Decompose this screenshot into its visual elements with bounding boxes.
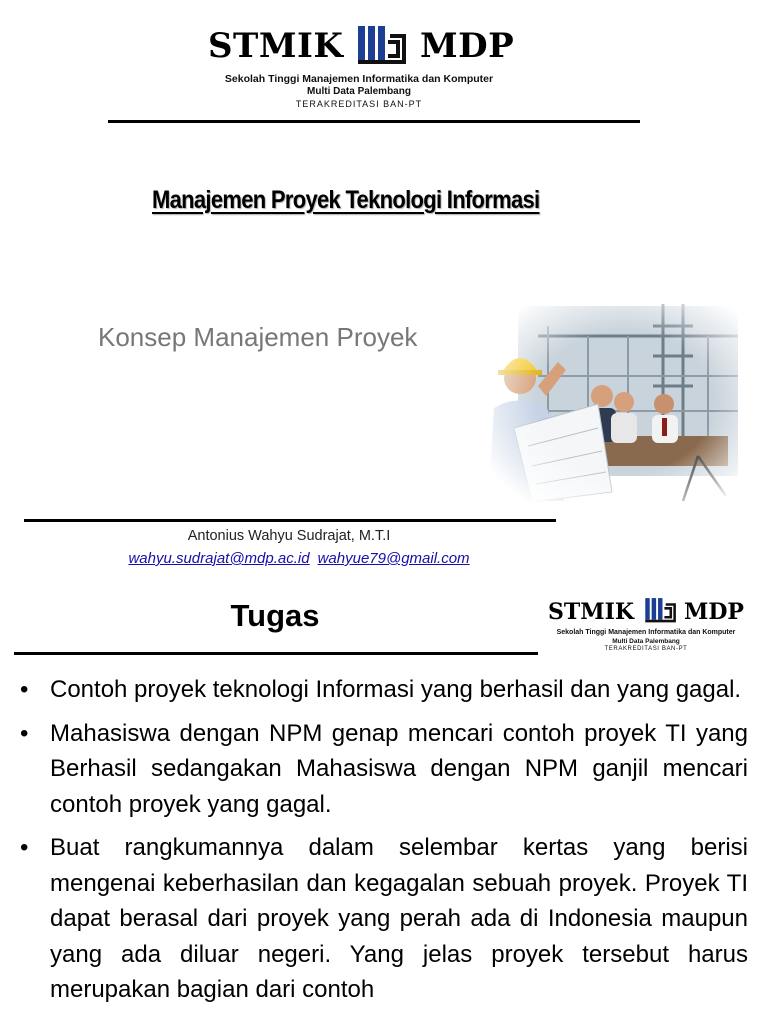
header-divider <box>108 120 640 123</box>
bullet-text: Contoh proyek teknologi Informasi yang berhasil dan yang gagal. <box>50 676 742 703</box>
logo-name-left: STMIK <box>208 26 344 66</box>
stmik-mdp-logo <box>208 26 518 112</box>
logo-line-2: Multi Data Palembang <box>307 86 411 97</box>
list-item <box>20 672 748 708</box>
logo-name-right: MDP <box>684 599 744 625</box>
list-item <box>20 830 748 1008</box>
logo-name-left: STMIK <box>548 599 635 625</box>
stmik-mdp-logo-small <box>548 598 744 656</box>
logo-line-1: Sekolah Tinggi Manajemen Informatika dan Komputer <box>556 629 736 636</box>
slide-subtitle: Konsep Manajemen Proyek <box>98 322 418 352</box>
author-emails <box>24 550 574 567</box>
task-bullet-list <box>20 672 748 1016</box>
author-name: Antonius Wahyu Sudrajat, M.T.I <box>187 528 391 544</box>
email-link-mdp[interactable]: wahyu.sudrajat@mdp.ac.id <box>128 550 310 567</box>
list-item <box>20 716 748 823</box>
logo-line-2: Multi Data Palembang <box>612 638 680 645</box>
bullet-icon: • <box>20 834 29 861</box>
heading-divider <box>14 652 538 655</box>
author-divider <box>24 519 556 522</box>
email-link-gmail[interactable]: wahyue79@gmail.com <box>317 550 470 567</box>
bullet-icon: • <box>20 719 29 747</box>
stmik-mdp-emblem-icon <box>356 26 414 68</box>
slide-heading: Tugas <box>230 598 320 633</box>
logo-line-1: Sekolah Tinggi Manajemen Informatika dan Komputer <box>224 73 494 85</box>
bullet-icon: • <box>20 676 29 703</box>
logo-line-3: TERAKREDITASI BAN-PT <box>295 99 423 109</box>
bullet-text: Buat rangkumannya dalam selembar kertas yang berisi mengenai keberhasilan dan kegagalan sebuah proyek. Proyek TI dapat berasal dari proyek yang perah ada di Indonesia maupun yang ada diluar negeri. Yang jelas proyek tersebut harus merupakan bagian dari contoh <box>50 834 748 1003</box>
stmik-mdp-emblem-icon <box>644 598 681 625</box>
slide-title: Manajemen Proyek Teknologi Informasi <box>152 186 540 214</box>
logo-name-right: MDP <box>420 26 515 66</box>
construction-meeting-photo <box>478 296 746 508</box>
bullet-text: Mahasiswa dengan NPM genap mencari contoh proyek TI yang Berhasil sedangakan Mahasiswa dengan NPM ganjil mencari contoh proyek yang gagal. <box>50 719 748 818</box>
logo-line-3: TERAKREDITASI BAN-PT <box>604 646 688 652</box>
